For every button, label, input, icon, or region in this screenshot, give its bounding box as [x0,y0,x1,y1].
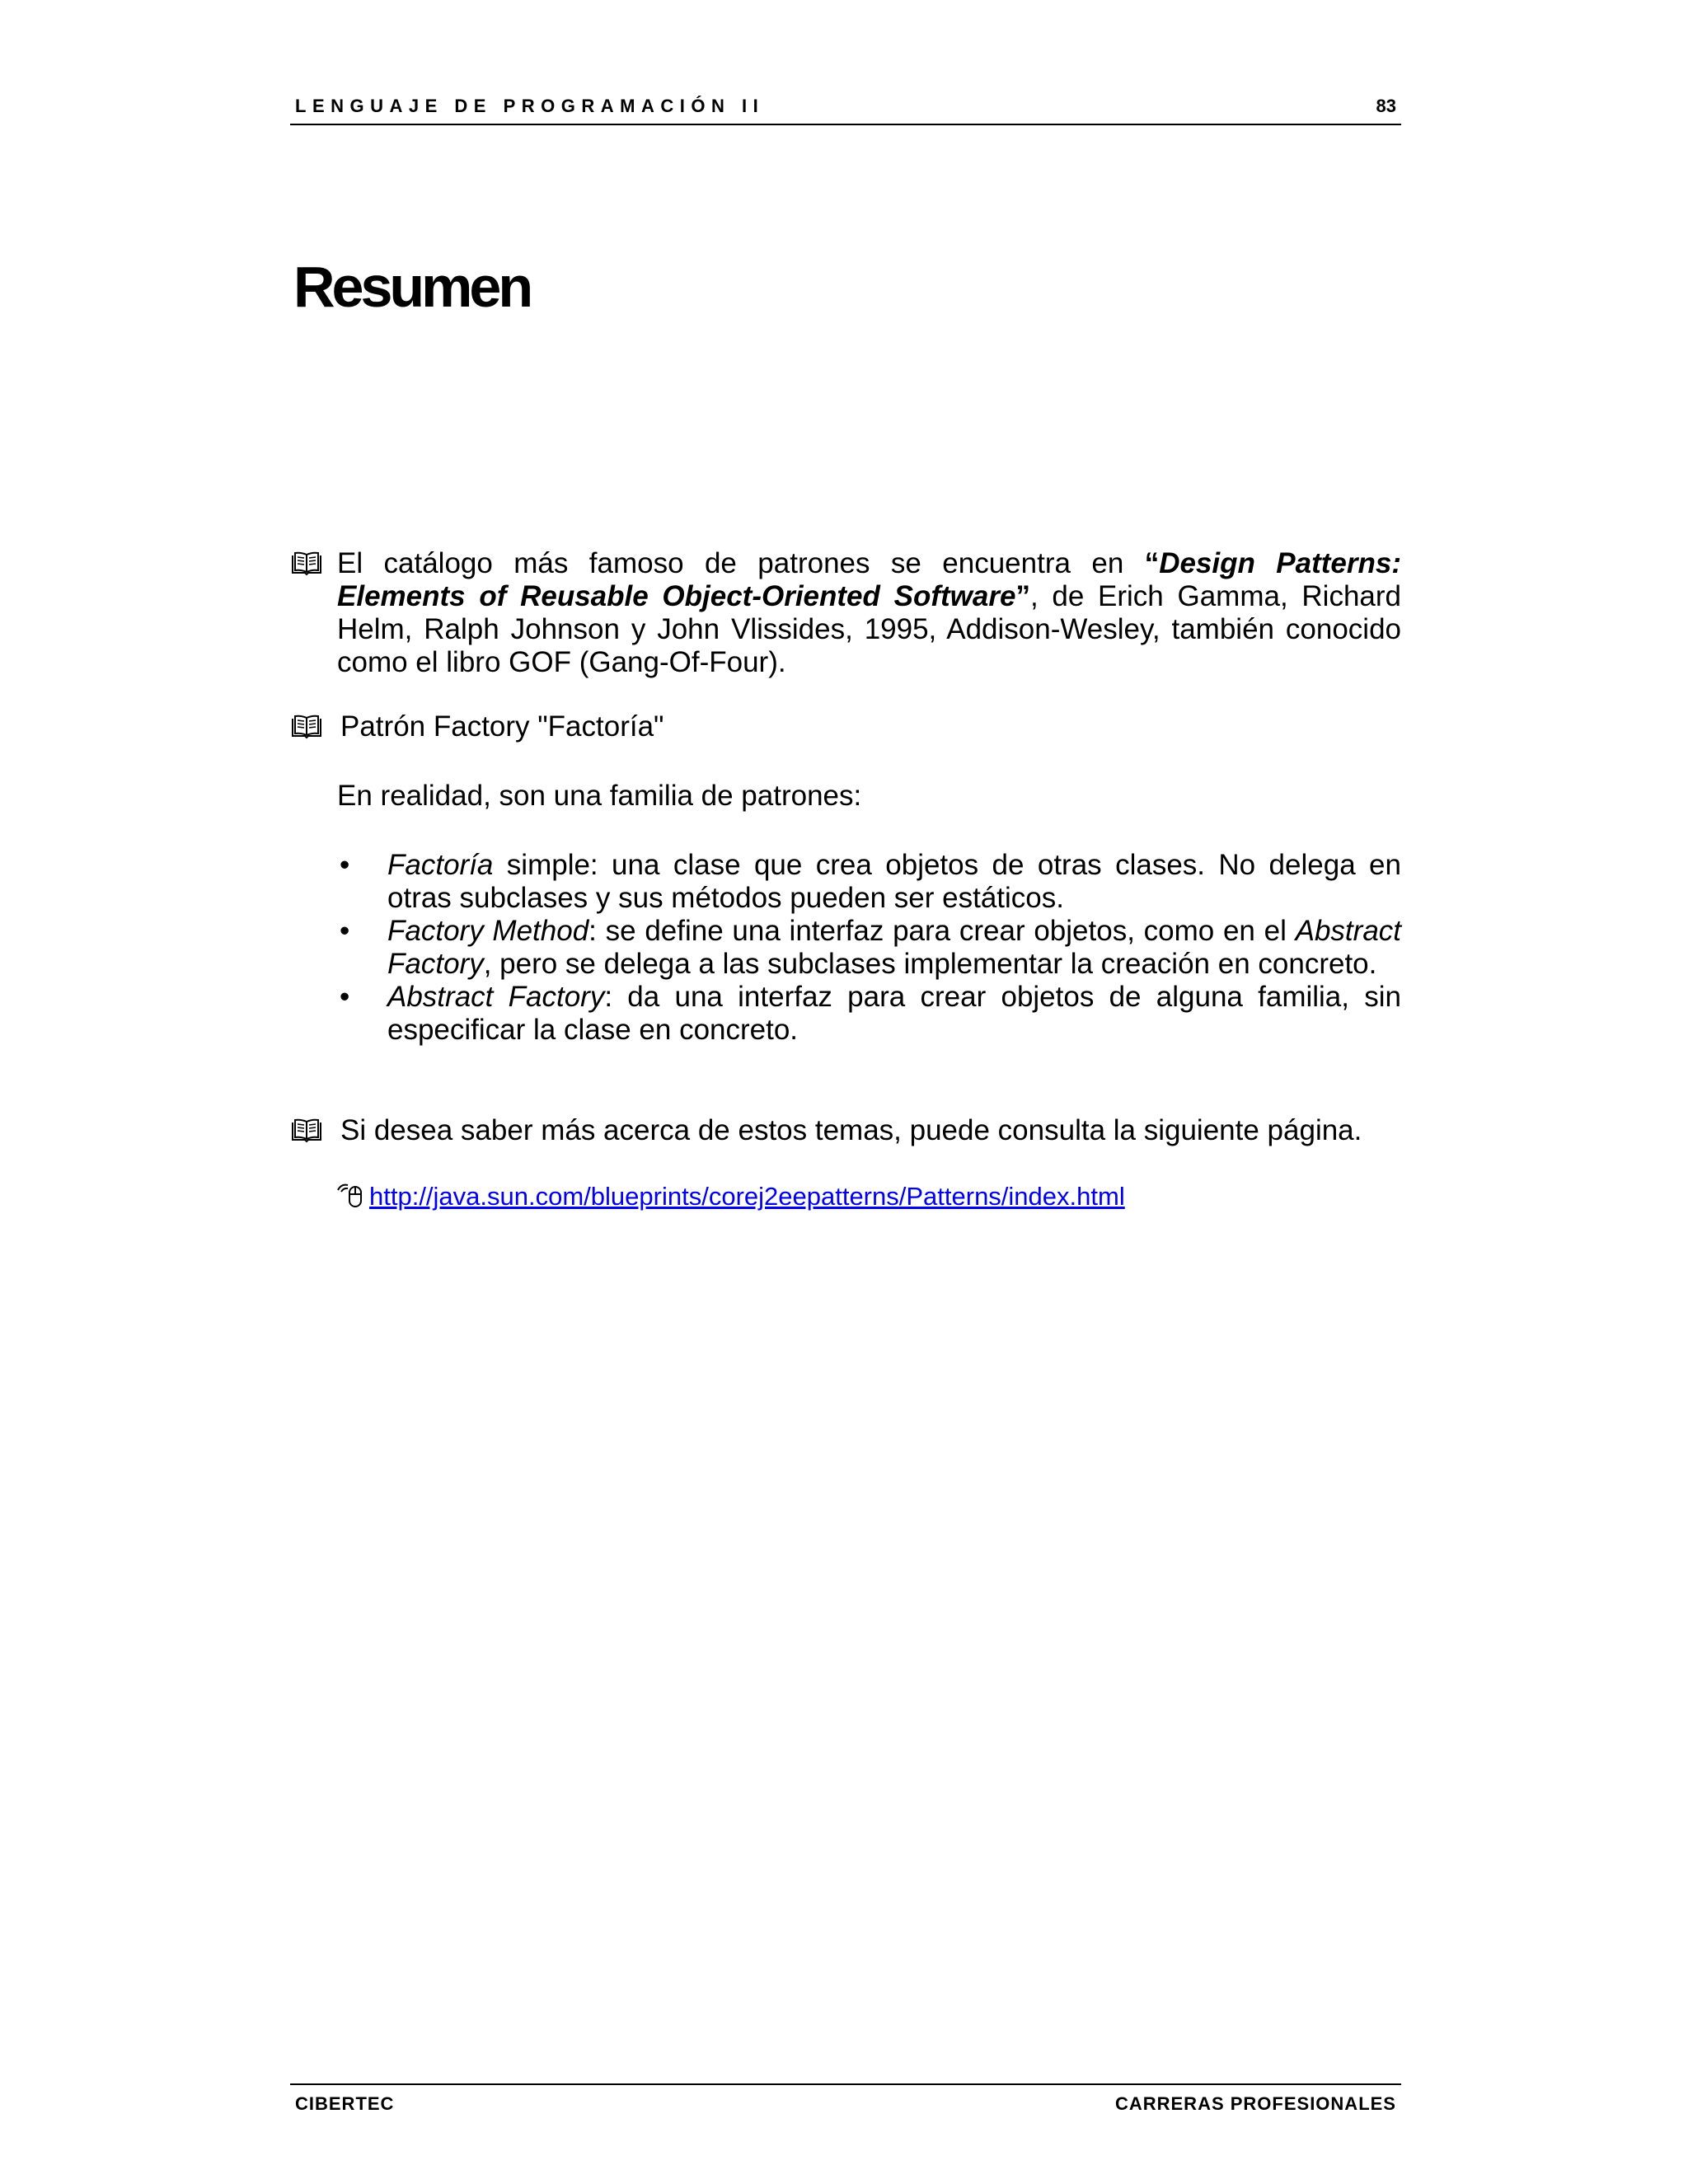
page-header [290,91,1401,125]
open-book-icon [290,714,323,740]
section-title: Resumen [293,255,531,319]
catalog-rest: , de Erich Gamma, Richard Helm, Ralph Johnson y John Vlissides, 1995, Addison-Wesley, también conocido como el libro GOF (Gang-Of-Four). [337,580,1401,678]
quote-open: “ [1144,547,1160,579]
more-text: Si desea saber más acerca de estos temas, puede consulta la siguiente página. [340,1114,1362,1146]
quote-close: ” [1015,580,1030,612]
bullet-text: Factory Method: se define una interfaz para crear objetos, como en el Abstract Factory, pero se delega a las subclases implementar la creación en concreto. [387,915,1402,980]
bullet-text: Abstract Factory: da una interfaz para crear objetos de alguna familia, sin especificar la clase en concreto. [387,981,1401,1046]
page-footer [290,2083,1401,2118]
book-title: Design Patterns: Elements of Reusable Object-Oriented Software [337,547,1401,612]
open-book-icon [290,1118,323,1144]
bullet-icon: • [340,915,350,947]
patterns-link[interactable]: http://java.sun.com/blueprints/corej2eepatterns/Patterns/index.html [369,1182,1125,1211]
catalog-paragraph [337,547,1401,679]
header-title: LENGUAJE DE PROGRAMACIÓN II [295,96,765,116]
open-book-icon [290,551,323,577]
bullet-term: Factory Method [387,915,589,947]
bullet-term: Abstract Factory [387,981,605,1013]
bullet-term: Abstract Factory [387,915,1402,980]
bullet-icon: • [340,849,350,881]
factory-intro: En realidad, son una familia de patrones: [337,780,862,812]
catalog-intro: El catálogo más famoso de patrones se encuentra en [337,547,1145,579]
footer-left: CIBERTEC [295,2093,395,2114]
bullet-text: Factoría simple: una clase que crea objetos de otras clases. No delega en otras subclases y sus métodos pueden ser estáticos. [387,849,1401,914]
bullet-icon: • [340,981,350,1013]
page-number: 83 [1376,96,1396,116]
bullet-term: Factoría [387,849,494,881]
factory-heading: Patrón Factory "Factoría" [340,710,664,743]
footer-right: CARRERAS PROFESIONALES [1114,2093,1396,2114]
mouse-icon [336,1180,364,1210]
